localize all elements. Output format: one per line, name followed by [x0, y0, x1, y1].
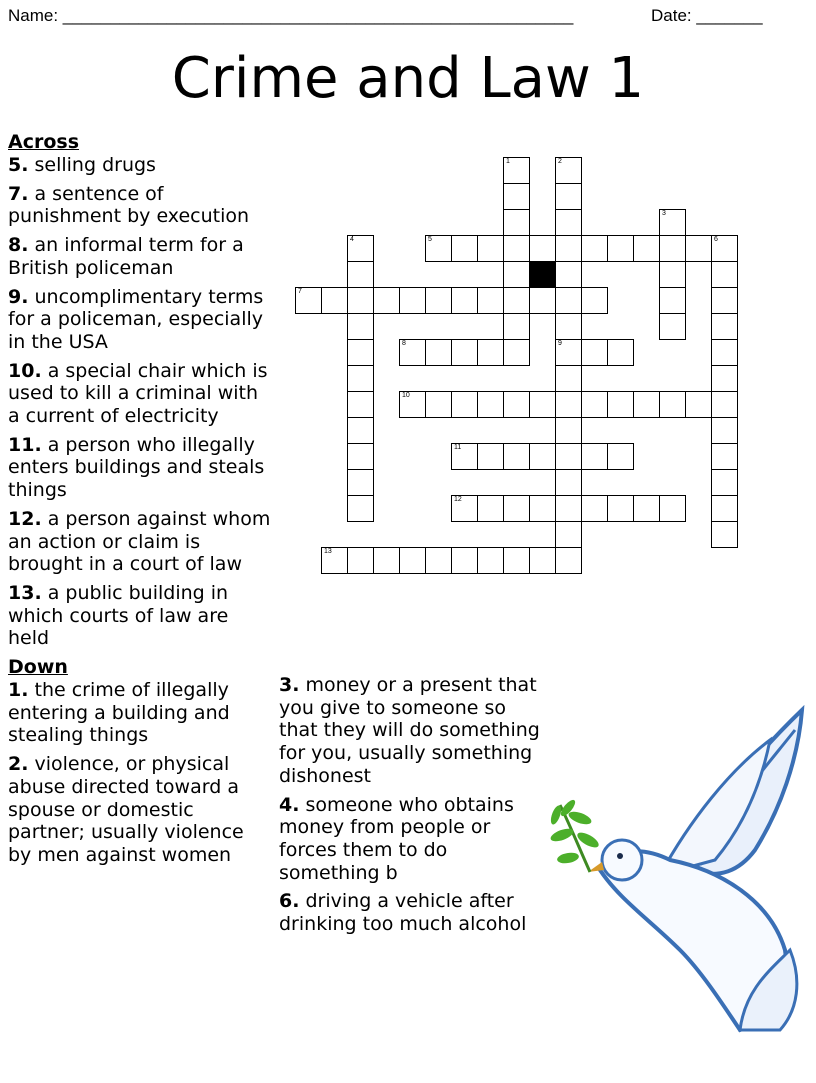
grid-cell[interactable]	[555, 339, 582, 366]
down-heading: Down	[8, 656, 68, 679]
clue-item	[8, 679, 273, 747]
dove-with-olive-branch-icon	[540, 700, 815, 1035]
clue-text: someone who obtains money from people or forces them to do something b	[279, 793, 514, 884]
grid-cell[interactable]	[555, 417, 582, 444]
grid-cell[interactable]	[659, 313, 686, 340]
grid-cell[interactable]	[425, 547, 452, 574]
grid-cell[interactable]	[503, 183, 530, 210]
grid-cell[interactable]	[425, 287, 452, 314]
grid-cell[interactable]	[529, 443, 556, 470]
grid-cell[interactable]	[451, 547, 478, 574]
clue-item	[8, 434, 273, 502]
grid-cell[interactable]	[581, 287, 608, 314]
grid-cell[interactable]	[633, 495, 660, 522]
down-clue-list-continued	[279, 674, 549, 936]
grid-cell[interactable]	[633, 391, 660, 418]
grid-cell[interactable]	[555, 235, 582, 262]
grid-cell[interactable]	[373, 547, 400, 574]
grid-cell[interactable]	[555, 391, 582, 418]
grid-cell[interactable]	[555, 313, 582, 340]
grid-cell[interactable]	[659, 495, 686, 522]
grid-cell[interactable]	[529, 547, 556, 574]
grid-cell[interactable]	[529, 495, 556, 522]
grid-cell[interactable]	[555, 469, 582, 496]
clue-item	[279, 674, 549, 788]
grid-cell[interactable]	[529, 391, 556, 418]
grid-cell[interactable]	[503, 261, 530, 288]
grid-cell[interactable]	[555, 365, 582, 392]
grid-cell[interactable]	[295, 287, 322, 314]
grid-cell[interactable]	[555, 157, 582, 184]
clue-number: 7.	[8, 182, 29, 205]
grid-cell[interactable]	[581, 391, 608, 418]
grid-cell[interactable]	[711, 365, 738, 392]
cell-number: 4	[350, 236, 354, 243]
clue-text: driving a vehicle after drinking too much alcohol	[279, 890, 527, 936]
grid-cell[interactable]	[711, 443, 738, 470]
grid-cell[interactable]	[607, 443, 634, 470]
grid-cell[interactable]	[607, 339, 634, 366]
grid-cell[interactable]	[347, 287, 374, 314]
clue-text: a person against whom an action or claim is brought in a court of law	[8, 507, 271, 576]
grid-cell[interactable]	[711, 287, 738, 314]
clue-text: violence, or physical abuse directed toward a spouse or domestic partner; usually violence by men against women	[8, 753, 244, 866]
grid-cell[interactable]	[711, 339, 738, 366]
grid-cell[interactable]	[347, 469, 374, 496]
grid-cell[interactable]	[399, 391, 426, 418]
grid-cell[interactable]	[685, 235, 712, 262]
grid-cell[interactable]	[555, 209, 582, 236]
grid-cell[interactable]	[581, 339, 608, 366]
grid-cell[interactable]	[503, 313, 530, 340]
clue-item	[8, 154, 273, 177]
grid-cell[interactable]	[503, 287, 530, 314]
clue-number: 11.	[8, 433, 42, 456]
cell-number: 7	[298, 288, 302, 295]
clue-number: 4.	[279, 793, 300, 816]
grid-cell[interactable]	[659, 261, 686, 288]
clue-item	[8, 183, 273, 228]
grid-cell[interactable]	[347, 261, 374, 288]
across-heading: Across	[8, 131, 80, 153]
grid-cell[interactable]	[711, 521, 738, 548]
clue-text: an informal term for a British policeman	[8, 234, 244, 279]
clue-item	[8, 582, 273, 650]
clue-text: a public building in which courts of law are held	[8, 581, 229, 650]
clue-item	[8, 234, 273, 279]
grid-cell[interactable]	[503, 391, 530, 418]
clue-number: 13.	[8, 581, 42, 604]
grid-cell[interactable]	[321, 287, 348, 314]
clue-text: selling drugs	[34, 154, 156, 176]
grid-cell[interactable]	[347, 339, 374, 366]
grid-cell[interactable]	[503, 209, 530, 236]
clue-text: uncomplimentary terms for a policeman, especially in the USA	[8, 285, 264, 353]
cell-number: 10	[402, 392, 410, 399]
grid-cell[interactable]	[347, 547, 374, 574]
grid-cell[interactable]	[347, 365, 374, 392]
cell-number: 3	[662, 210, 666, 217]
grid-cell[interactable]	[659, 391, 686, 418]
grid-cell[interactable]	[581, 495, 608, 522]
grid-cell[interactable]	[477, 235, 504, 262]
grid-cell[interactable]	[477, 495, 504, 522]
clue-number: 3.	[279, 674, 300, 696]
grid-cell[interactable]	[425, 339, 452, 366]
grid-cell[interactable]	[477, 391, 504, 418]
date-field-label: Date: _______	[651, 6, 763, 25]
cell-number: 2	[558, 158, 562, 165]
cell-number: 8	[402, 340, 406, 347]
grid-cell[interactable]	[711, 391, 738, 418]
clue-number: 2.	[8, 753, 29, 776]
clues-right-column	[279, 674, 549, 942]
grid-cell[interactable]	[529, 235, 556, 262]
grid-cell[interactable]	[451, 287, 478, 314]
grid-cell[interactable]	[503, 235, 530, 262]
grid-cell[interactable]	[425, 391, 452, 418]
down-clue-list	[8, 679, 273, 867]
clue-text: a person who illegally enters buildings and steals things	[8, 433, 265, 502]
header-line	[8, 6, 808, 30]
clue-text: the crime of illegally entering a building and stealing things	[8, 679, 230, 747]
clue-number: 6.	[279, 890, 300, 913]
cell-number: 12	[454, 496, 462, 503]
grid-cell[interactable]	[477, 547, 504, 574]
grid-cell[interactable]	[711, 235, 738, 262]
grid-cell[interactable]	[503, 547, 530, 574]
grid-cell[interactable]	[503, 339, 530, 366]
grid-cell[interactable]	[711, 417, 738, 444]
clue-item	[8, 286, 273, 354]
clue-item	[279, 890, 549, 935]
clue-text: a special chair which is used to kill a criminal with a current of electricity	[8, 359, 268, 428]
clue-number: 12.	[8, 507, 42, 530]
grid-cell[interactable]	[451, 391, 478, 418]
grid-cell[interactable]	[607, 235, 634, 262]
clue-number: 8.	[8, 234, 29, 257]
grid-cell[interactable]	[425, 235, 452, 262]
grid-cell[interactable]	[555, 287, 582, 314]
grid-cell[interactable]	[503, 495, 530, 522]
grid-cell[interactable]	[529, 287, 556, 314]
clue-item	[8, 753, 273, 867]
clue-item	[8, 508, 273, 576]
cell-number: 5	[428, 236, 432, 243]
grid-cell[interactable]	[347, 417, 374, 444]
grid-cell[interactable]	[685, 391, 712, 418]
grid-cell[interactable]	[659, 287, 686, 314]
grid-cell[interactable]	[347, 391, 374, 418]
grid-cell[interactable]	[477, 287, 504, 314]
clue-number: 10.	[8, 359, 42, 382]
grid-cell[interactable]	[347, 235, 374, 262]
grid-cell[interactable]	[711, 495, 738, 522]
cell-number: 11	[454, 444, 462, 451]
grid-cell[interactable]	[711, 261, 738, 288]
clue-number: 9.	[8, 285, 29, 308]
grid-cell[interactable]	[399, 287, 426, 314]
clue-text: money or a present that you give to someone so that they will do something for you, usually something dishonest	[279, 674, 540, 787]
grid-cell[interactable]	[633, 235, 660, 262]
clue-text: a sentence of punishment by execution	[8, 182, 250, 228]
grid-cell[interactable]	[347, 443, 374, 470]
grid-cell[interactable]	[581, 443, 608, 470]
clues-left-column	[8, 131, 273, 873]
cell-number: 9	[558, 340, 562, 347]
grid-cell[interactable]	[581, 235, 608, 262]
grid-cell[interactable]	[659, 235, 686, 262]
name-field-label: Name: ______________________________________________________	[8, 6, 574, 25]
grid-cell[interactable]	[399, 339, 426, 366]
grid-cell[interactable]	[477, 443, 504, 470]
clue-number: 5.	[8, 154, 29, 176]
clue-number: 1.	[8, 679, 29, 702]
grid-cell[interactable]	[711, 313, 738, 340]
grid-cell[interactable]	[451, 443, 478, 470]
grid-cell[interactable]	[555, 495, 582, 522]
grid-cell[interactable]	[503, 443, 530, 470]
grid-cell[interactable]	[399, 547, 426, 574]
grid-cell[interactable]	[503, 157, 530, 184]
cell-number: 13	[324, 548, 332, 555]
grid-cell[interactable]	[347, 313, 374, 340]
grid-cell[interactable]	[555, 547, 582, 574]
clue-item	[8, 360, 273, 428]
grid-cell[interactable]	[451, 495, 478, 522]
grid-cell[interactable]	[373, 287, 400, 314]
grid-cell[interactable]	[347, 495, 374, 522]
clue-item	[279, 794, 549, 885]
grid-cell[interactable]	[607, 495, 634, 522]
grid-cell[interactable]	[555, 261, 582, 288]
grid-cell[interactable]	[451, 235, 478, 262]
grid-cell[interactable]	[451, 339, 478, 366]
grid-cell[interactable]	[555, 521, 582, 548]
grid-cell[interactable]	[659, 209, 686, 236]
puzzle-title: Crime and Law 1	[171, 46, 645, 111]
grid-cell[interactable]	[555, 443, 582, 470]
grid-cell[interactable]	[321, 547, 348, 574]
grid-cell[interactable]	[477, 339, 504, 366]
grid-cell[interactable]	[555, 183, 582, 210]
black-square	[529, 261, 556, 288]
across-clue-list	[8, 154, 273, 650]
cell-number: 6	[714, 236, 718, 243]
grid-cell[interactable]	[607, 391, 634, 418]
grid-cell[interactable]	[711, 469, 738, 496]
cell-number: 1	[506, 158, 510, 165]
